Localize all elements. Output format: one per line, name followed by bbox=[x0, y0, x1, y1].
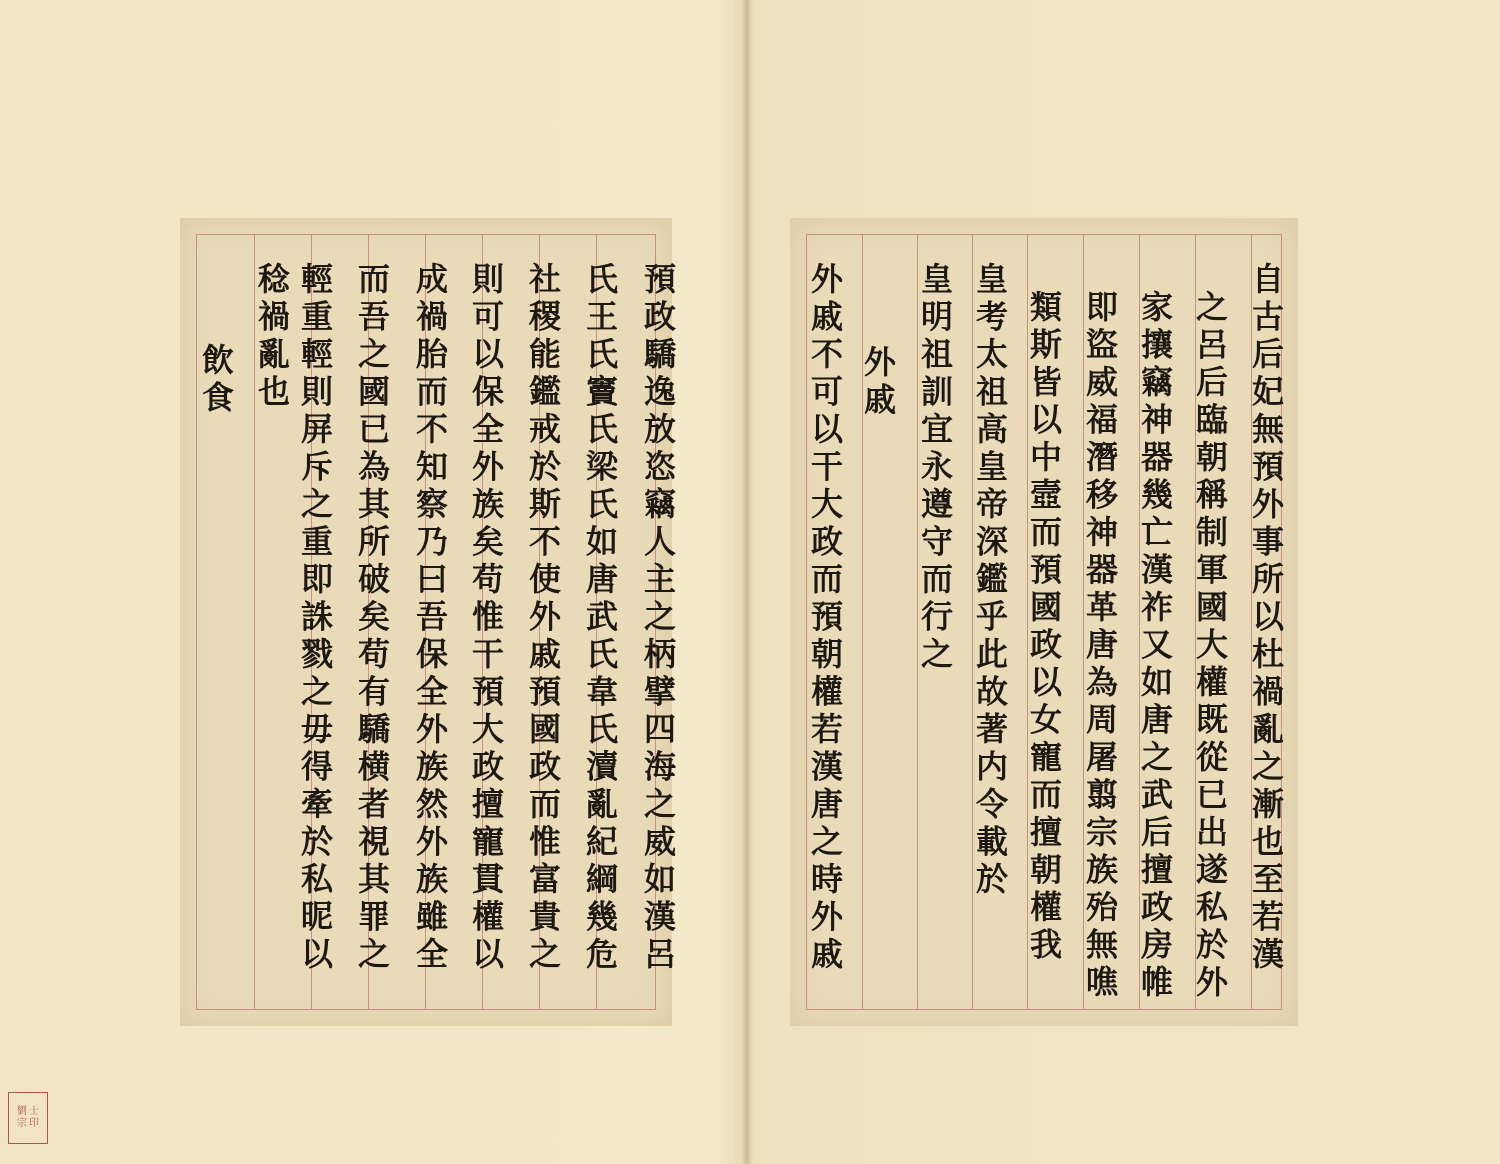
text-column: 成禍胎而不知察乃曰吾保全外族然外族雖全 bbox=[411, 262, 449, 975]
text-column: 類斯皆以中壼而預國政以女寵而擅朝權我 bbox=[1025, 290, 1063, 965]
seal-glyph: 印 bbox=[29, 1118, 39, 1129]
seal-glyph: 宗 bbox=[17, 1118, 27, 1129]
text-column: 自古后妃無預外事所以杜禍亂之漸也至若漢 bbox=[1247, 262, 1285, 975]
text-column: 之呂后臨朝稱制軍國大權既從已出遂私於外 bbox=[1191, 290, 1229, 1003]
text-column: 氏王氏竇氏梁氏如唐武氏韋氏瀆亂紀綱幾危 bbox=[581, 262, 619, 975]
text-column: 稔禍亂也 bbox=[253, 262, 291, 412]
text-column: 皇明祖訓宜永遵守而行之 bbox=[916, 262, 954, 675]
section-heading: 飲食 bbox=[197, 343, 235, 418]
text-column: 社稷能鑑戒於斯不使外戚預國政而惟富貴之 bbox=[524, 262, 562, 975]
text-column: 而吾之國已為其所破矣苟有驕横者視其罪之 bbox=[353, 262, 391, 975]
text-column: 預政驕逸放恣竊人主之柄擘四海之威如漢呂 bbox=[639, 262, 677, 975]
seal-glyph: 劉 bbox=[17, 1106, 27, 1117]
seal-stamp bbox=[8, 1092, 48, 1144]
text-column: 則可以保全外族矣苟惟干預大政擅寵貫權以 bbox=[467, 262, 505, 975]
section-heading: 外戚 bbox=[859, 345, 897, 420]
text-column: 家攘竊神器幾亡漢祚又如唐之武后擅政房帷 bbox=[1136, 290, 1174, 1003]
center-fold bbox=[742, 0, 752, 1164]
text-column: 即盜威福潛移神器革唐為周屠翦宗族殆無噍 bbox=[1081, 290, 1119, 1003]
text-column: 皇考太祖高皇帝深鑑乎此故著内令載於 bbox=[971, 262, 1009, 900]
text-column: 外戚不可以干大政而預朝權若漢唐之時外戚 bbox=[806, 262, 844, 975]
seal-glyph: 士 bbox=[29, 1106, 39, 1117]
text-column: 輕重輕則屏斥之重即誅戮之毋得牽於私昵以 bbox=[296, 262, 334, 975]
